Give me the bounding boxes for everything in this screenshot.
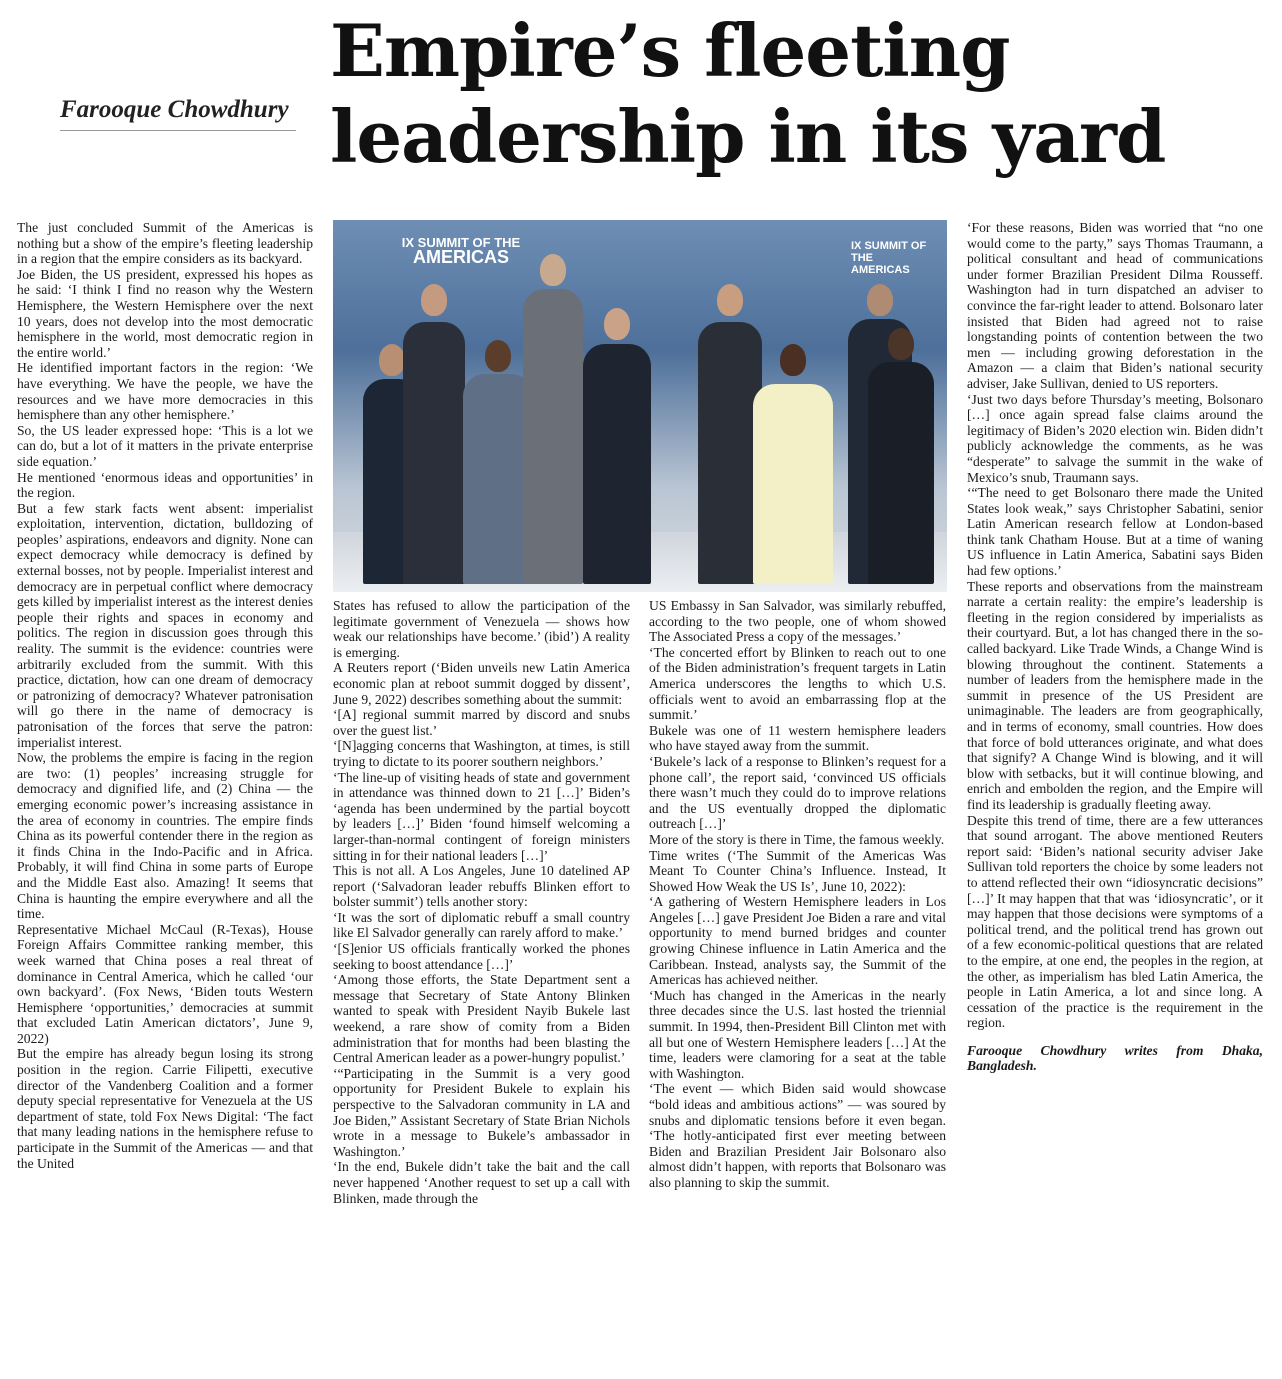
- paragraph: ‘“Participating in the Summit is a very good opportunity for President Bukele to explain his perspective to the Salvadoran community in LA and Joe Biden,” Assistant Secretary of State Brian Nichols wrote in a message to Bukele’s ambassador in Washington.’: [333, 1065, 630, 1159]
- paragraph: Representative Michael McCaul (R-Texas), House Foreign Affairs Committee ranking member, this week warned that China poses a real threat of dominance in Central America, which he called ‘our own backyard’. (Fox News, ‘Biden touts Western Hemisphere ‘opportunities,’ democracies at summit that excluded Latin American dictators’, June 9, 2022): [17, 921, 313, 1046]
- paragraph: ‘It was the sort of diplomatic rebuff a small country like El Salvador generally can rarely afford to make.’: [333, 909, 630, 941]
- person-figure: [868, 324, 934, 584]
- paragraph: Despite this trend of time, there are a few utterances that sound arrogant. The above mentioned Reuters report said: ‘Biden’s national security adviser Jake Sullivan told reporters the choice by some leaders not to attend reflected their own “idiosyncratic decisions” […]’ It may happen that that was ‘idiosyncratic’, or it may happen that those decisions were symptoms of a political trend, and the political trend has grown out of a few economic-political questions that are related to the empire, at one end, the peoples in the region, at the other, as imperialism has bled Latin America, the people in Latin America, a lot and since long. A cessation of the practice is the requirement in the region.: [967, 812, 1263, 1031]
- paragraph: ‘The line-up of visiting heads of state and government in attendance was thinned down to 21 […]’ Biden’s ‘agenda has been undermined by the partial boycott by leaders […]’ Biden ‘found himself welcoming a larger-than-normal contingent of foreign ministers sitting in for their national leaders […]’: [333, 769, 630, 863]
- paragraph: The just concluded Summit of the Americas is nothing but a show of the empire’s fleeting leadership in a region that the empire considers as its backyard.: [17, 220, 313, 267]
- paragraph: ‘Just two days before Thursday’s meeting, Bolsonaro […] once again spread false claims around the legitimacy of Biden’s 2020 election win. Biden didn’t publicly acknowledge the comments, as he was “desperate” to salvage the summit in the wake of Mexico’s snub, Traumann says.: [967, 391, 1263, 485]
- paragraph: A Reuters report (‘Biden unveils new Latin America economic plan at reboot summit dogged by dissent’, June 9, 2022) describes something about the summit:: [333, 660, 630, 707]
- person-figure: [403, 284, 465, 584]
- paragraph: Joe Biden, the US president, expressed his hopes as he said: ‘I think I find no reason why the Western Hemisphere, the Western Hemisphere over the next 10 years, does not develop into the most democratic hemisphere in the world, most democratic region in the entire world.’: [17, 266, 313, 360]
- paragraph: These reports and observations from the mainstream narrate a certain reality: the empire’s leadership is fleeting in the region considered by imperialists as their courtyard. But, a lot has changed there in the so-called backyard. Like Trade Winds, a Change Wind is blowing throughout the continent. Statements a number of leaders from the hemisphere made in the summit in presence of the US President are unimaginable. The leaders are from geographically, and in terms of economy, small countries. How does that force of bold utterances originate, and what does that signify? A Change Wind is blowing, and it will blow with setbacks, but it will continue blowing, and enrich and embolden the region, and the Empire will find its leadership is gradually fleeting away.: [967, 578, 1263, 812]
- paragraph: ‘The event — which Biden said would showcase “bold ideas and ambitious actions” — was soured by snubs and diplomatic tensions before it even began. ‘The hotly-anticipated first ever meeting between Biden and Brazilian President Jair Bolsonaro also almost didn’t happen, with reports that Bolsonaro was also planning to skip the summit.: [649, 1081, 946, 1190]
- person-figure: [583, 304, 651, 584]
- paragraph: ‘Bukele’s lack of a response to Blinken’s request for a phone call’, the report said, ‘convinced US officials there wasn’t much they could do to improve relations and the US eventually dropped the diplomatic outreach […]’: [649, 753, 946, 832]
- banner-line-1: IX SUMMIT OF THE: [401, 235, 521, 250]
- column-3: [649, 598, 946, 1191]
- paragraph: ‘A gathering of Western Hemisphere leaders in Los Angeles […] gave President Joe Biden a rare and vital opportunity to mend burned bridges and counter growing Chinese influence in Latin America and the Caribbean. Instead, analysts say, the Summit of the Americas has achieved neither.: [649, 894, 946, 988]
- column-2: [333, 598, 630, 1206]
- paragraph: So, the US leader expressed hope: ‘This is a lot we can do, but a lot of it matters in the private enterprise side equation.’: [17, 422, 313, 469]
- column-1: [17, 220, 313, 1171]
- column-4: [967, 220, 1263, 1074]
- person-figure: [523, 254, 583, 584]
- person-figure: [753, 344, 833, 584]
- paragraph: Now, the problems the empire is facing in the region are two: (1) peoples’ increasing struggle for democracy and dignified life, and (2) China — the emerging economic power’s increasing assistance in the area of economy in countries. The empire finds China as its powerful contender there in the region as it finds China in the Indo-Pacific and in Africa. Probably, it will find China in some parts of Europe and the Middle East also. Amazing! It seems that China is haunting the empire everywhere and all the time.: [17, 750, 313, 922]
- headline: Empire’s fleeting leadership in its yard: [330, 8, 1166, 179]
- paragraph: ‘[S]enior US officials frantically worked the phones seeking to boost attendance […]’: [333, 941, 630, 972]
- paragraph: He identified important factors in the region: ‘We have everything. We have the people, we have the resources and we have more democracies in this hemisphere than any other hemisphere.’: [17, 360, 313, 423]
- paragraph: ‘Among those efforts, the State Department sent a message that Secretary of State Antony Blinken wanted to speak with President Nayib Bukele last weekend, a rare show of comity from a Biden administration that for months had been blasting the Central American leader as a power-hungry populist.’: [333, 972, 630, 1066]
- paragraph: But a few stark facts went absent: imperialist exploitation, intervention, dictation, bulldozing of peoples’ aspirations, endeavors and dignity. None can expect democracy while democracy is defined by external bosses, not by people. Imperialist interest and democracy are in perpetual conflict where democracy gets killed by imperialist interest as the interest denies people their rights and spaces in economy and politics. The region in discussion goes through this reality. The summit is the evidence: countries were arbitrarily excluded from the summit. With this practice, dictation, how can one dream of democracy or patronizing of democracy? Whatever patronisation will go there in the name of democracy is patronisation of the forces that serve the patron: imperialist interest.: [17, 500, 313, 750]
- author-note: Farooque Chowdhury writes from Dhaka, Bangladesh.: [967, 1042, 1263, 1074]
- paragraph: Bukele was one of 11 western hemisphere leaders who have stayed away from the summit.: [649, 722, 946, 754]
- paragraph: Time writes (‘The Summit of the Americas Was Meant To Counter China’s Influence. Instead, It Showed How Weak the US Is’, June 10, 2022):: [649, 847, 946, 894]
- paragraph: This is not all. A Los Angeles, June 10 datelined AP report (‘Salvadoran leader rebuffs Blinken effort to bolster summit’) tells another story:: [333, 863, 630, 910]
- byline: Farooque Chowdhury: [60, 96, 296, 131]
- paragraph: ‘[N]agging concerns that Washington, at times, is still trying to dictate to its poorer southern neighbors.’: [333, 738, 630, 769]
- paragraph: But the empire has already begun losing its strong position in the region. Carrie Filipetti, executive director of the Vandenberg Coalition and a former deputy special representative for Venezuela at the US department of state, told Fox News Digital: ‘The fact that many leading nations in the hemisphere refuse to participate in the Summit of the Americas — and that the United: [17, 1046, 313, 1171]
- paragraph: US Embassy in San Salvador, was similarly rebuffed, according to the two people, one of whom showed The Associated Press a copy of the messages.’: [649, 598, 946, 645]
- paragraph: ‘“The need to get Bolsonaro there made the United States look weak,” says Christopher Sabatini, senior Latin American research fellow at London-based think tank Chatham House. But at a time of waning US influence in Latin America, Sabatini says Biden had few options.’: [967, 485, 1263, 579]
- paragraph: ‘Much has changed in the Americas in the nearly three decades since the U.S. last hosted the triennial summit. In 1994, then-President Bill Clinton met with all but one of Western Hemisphere leaders […] At the time, leaders were clamoring for a seat at the table with Washington.: [649, 987, 946, 1081]
- paragraph: More of the story is there in Time, the famous weekly.: [649, 831, 945, 847]
- paragraph: He mentioned ‘enormous ideas and opportunities’ in the region.: [17, 469, 313, 501]
- summit-photo: [333, 220, 947, 592]
- paragraph: ‘The concerted effort by Blinken to reach out to one of the Biden administration’s frequent targets in Latin America underscores the lengths to which U.S. officials went to avoid an embarrassing flop at the summit.’: [649, 644, 946, 723]
- paragraph: States has refused to allow the participation of the legitimate government of Venezuela — shows how weak our relationships have become.’ (ibid’) A reality is emerging.: [333, 598, 630, 660]
- paragraph: ‘[A] regional summit marred by discord and snubs over the guest list.’: [333, 707, 630, 738]
- paragraph: ‘For these reasons, Biden was worried that “no one would come to the party,” says Thomas Traumann, a political consultant and head of communications under former Brazilian President Dilma Rousseff. Washington had in turn dispatched an adviser to convince the far-right leader to attend. Bolsonaro later insisted that Biden had agreed not to raise longstanding points of contention between the two men — including growing deforestation in the Amazon — a claim that Biden’s national security adviser, Jake Sullivan, denied to US reporters.: [967, 220, 1263, 391]
- banner-line-2: AMERICAS: [412, 247, 509, 267]
- photo-banner-right: IX SUMMIT OF THE AMERICAS: [851, 240, 927, 276]
- paragraph: ‘In the end, Bukele didn’t take the bait and the call never happened ‘Another request to set up a call with Blinken, made through the: [333, 1159, 630, 1206]
